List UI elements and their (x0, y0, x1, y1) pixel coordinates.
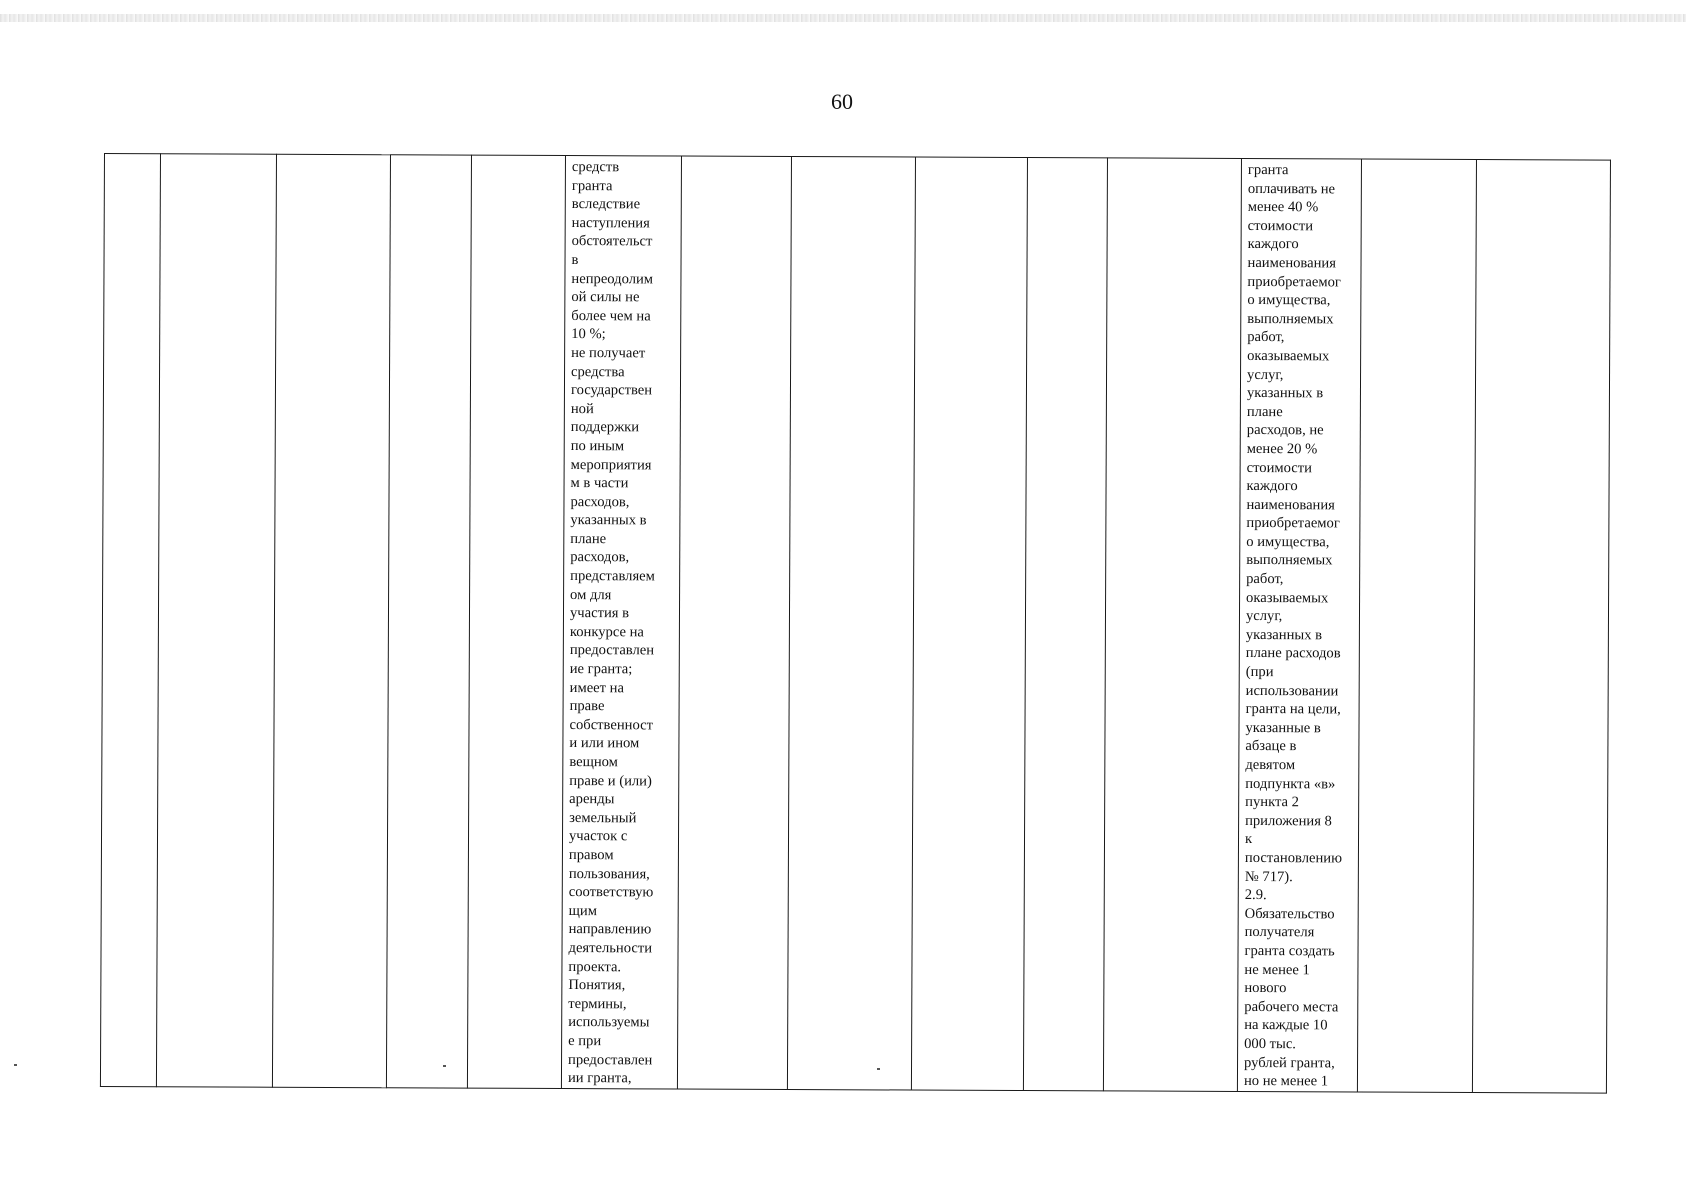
scan-speck (14, 1064, 17, 1066)
conditions-text: средств гранта вследствие наступления обстоятельст в непреодолим ой силы не более чем на 10 %; не получает средства государствен ной поддержки по иным мероприятия м в части расходов, указанных в плане расходов, представляем ом для участия в конкурсе на предоставлен ие гранта; имеет на праве собственност и или ином вещном праве и (или) аренды земельный участок с правом пользования, соответствую щим направлению деятельности проекта. Понятия, термины, используемы е при предоставлен ии гранта, (567, 159, 655, 1087)
scan-speck (443, 1065, 446, 1067)
page-number: 60 (831, 89, 853, 114)
document-table (100, 153, 1611, 1093)
table-cell-col-11 (1103, 158, 1241, 1091)
scan-edge-noise (0, 14, 1686, 22)
table-cell-conditions (561, 156, 681, 1089)
table-cell-obligations (1237, 158, 1361, 1091)
table-cell-col-1 (100, 154, 160, 1087)
table-cell-col-13 (1357, 159, 1476, 1092)
table-cell-col-10 (1023, 158, 1107, 1091)
table-cell-col-8 (787, 156, 915, 1089)
table-cell-col-4 (386, 155, 471, 1088)
table-cell-col-14 (1472, 159, 1610, 1092)
obligations-text: гранта оплачивать не менее 40 % стоимости каждого наименования приобретаемог о имущества, выполняемых работ, оказываемых услуг, указанных в плане расходов, не менее 20 % стоимости каждого наименования приобретаемог о имущества, выполняемых работ, оказываемых услуг, указанных в плане расходов (при использовании гранта на цели, указанные в абзаце в девятом подпункта «в» пункта 2 приложения 8 к постановлению № 717). 2.9. Обязательство получателя гранта создать не менее 1 нового рабочего места на каждые 10 000 тыс. рублей гранта, но не менее 1 (1243, 161, 1343, 1090)
table-cell-col-9 (911, 157, 1027, 1090)
table-cell-col-7 (677, 156, 791, 1089)
table-cell-col-3 (272, 154, 390, 1087)
table-row (100, 154, 1610, 1093)
table-cell-col-2 (156, 154, 276, 1087)
table-cell-col-5 (467, 155, 565, 1088)
scan-speck (877, 1068, 880, 1070)
